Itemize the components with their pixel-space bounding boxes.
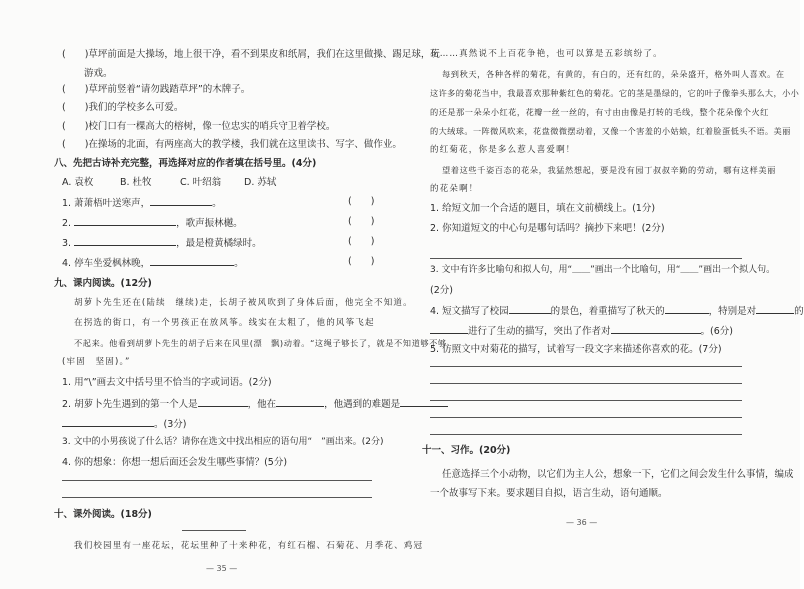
q10-1: 1. 给短文加一个合适的题目，填在文前横线上。(1分) bbox=[430, 203, 656, 214]
poem-4-suffix: 。 bbox=[234, 258, 244, 269]
poem-3-answer[interactable]: ( ) bbox=[348, 236, 375, 247]
q10-5-line-3[interactable] bbox=[430, 400, 742, 401]
cont-line: 花……真然说不上百花争艳，也可以算是五彩缤纷了。 bbox=[430, 49, 663, 59]
passage-line-4: (牢固 坚固)。” bbox=[62, 357, 131, 367]
q9-2-text-a: 2. 胡萝卜先生遇到的第一个人是 bbox=[62, 399, 198, 410]
para2-line-3: 的还是那一朵朵小红花，花瓣一丝一丝的，有寸由由像是打转的毛线，整个花朵像个火红 bbox=[430, 107, 769, 117]
q10-5-line-2[interactable] bbox=[430, 383, 742, 384]
poem-4-answer[interactable]: ( ) bbox=[348, 256, 375, 267]
poem-1-suffix: 。 bbox=[212, 198, 222, 209]
q9-2-blank-2[interactable] bbox=[276, 396, 324, 407]
poem-2-answer[interactable]: ( ) bbox=[348, 216, 375, 227]
poem-2-blank[interactable] bbox=[74, 215, 176, 226]
q9-4: 4. 你的想象：你想一想后面还会发生哪些事情？(5分) bbox=[62, 457, 288, 468]
poem-1-blank[interactable] bbox=[150, 195, 212, 206]
poem-3-blank[interactable] bbox=[74, 235, 176, 246]
q10-4 bbox=[430, 303, 804, 318]
q10-4-blank-2[interactable] bbox=[665, 303, 709, 314]
passage-line-1: 胡萝卜先生还在(陆续 继续)走，长胡子被风吹到了身体后面，他完全不知道。 bbox=[74, 298, 413, 308]
q10-4-text-f: 。(6分) bbox=[700, 326, 733, 337]
judge-item-2: ( )草坪前竖着“请勿践踏草坪”的木牌子。 bbox=[62, 84, 251, 95]
para2-line-2: 这许多的菊花当中，我最喜欢那种紫红色的菊花。它的茎是墨绿的，它的叶子像拳头那么大，小小 bbox=[430, 88, 800, 98]
q9-2-blank-4[interactable] bbox=[62, 416, 154, 427]
author-d: D. 苏轼 bbox=[244, 177, 277, 188]
judge-item-1-cont: 游戏。 bbox=[84, 68, 113, 79]
q10-3: 3. 文中有许多比喻句和拟人句，用“＿＿”画出一个比喻句，用“＿＿”画出一个拟人句。 bbox=[430, 265, 776, 275]
q10-2: 2. 你知道短文的中心句是哪句话吗？摘抄下来吧！(2分) bbox=[430, 223, 665, 234]
poem-4-blank[interactable] bbox=[150, 255, 234, 266]
passage-line-2: 在拐选的街口，有一个男孩正在放风筝。线实在太粗了，他的风筝飞起 bbox=[74, 318, 375, 328]
q9-1: 1. 用“\”画去文中括号里不恰当的字或词语。(2分) bbox=[62, 377, 272, 388]
q10-4-text-b: 的景色，着重描写了秋天的 bbox=[550, 306, 665, 317]
section-10-title: 十、课外阅读。(18分) bbox=[54, 509, 152, 520]
q9-2-cont bbox=[62, 416, 186, 431]
judge-item-5: ( )在操场的北面，有两座高大的教学楼，我们就在这里读书、写字、做作业。 bbox=[62, 139, 402, 150]
essay-line-2: 一个故事写下来。要求题目自拟，语言生动，语句通顺。 bbox=[430, 488, 668, 499]
q9-3: 3. 文中的小男孩说了什么话？请你在选文中找出相应的语句用“ ”画出来。(2分) bbox=[62, 437, 384, 447]
section-9-title: 九、课内阅读。(12分) bbox=[54, 278, 152, 289]
q10-4-blank-5[interactable] bbox=[611, 323, 701, 334]
poem-line-2 bbox=[62, 215, 243, 230]
answer-line-2[interactable] bbox=[62, 497, 372, 498]
q10-4-text-a: 4. 短文描写了校园 bbox=[430, 306, 509, 317]
q10-2-answer-line[interactable] bbox=[430, 258, 742, 259]
q10-5-line-5[interactable] bbox=[430, 434, 742, 435]
judge-item-3: ( )我们的学校多么可爱。 bbox=[62, 102, 184, 113]
q9-2-text-b: ，他在 bbox=[247, 399, 277, 410]
poem-line-1 bbox=[62, 195, 222, 210]
q10-4-blank-4[interactable] bbox=[430, 323, 468, 334]
essay-line-1: 任意选择三个小动物，以它们为主人公，想象一下，它们之间会发生什么事情，编成 bbox=[442, 469, 794, 480]
poem-3-prefix: 3. bbox=[62, 238, 75, 249]
poem-4-prefix: 4. 停车坐爱枫林晚， bbox=[62, 258, 151, 269]
poem-2-suffix: ，歌声振林樾。 bbox=[176, 218, 243, 229]
q9-2-text-c: ，他遇到的难题是 bbox=[324, 399, 401, 410]
judge-item-4: ( )校门口有一棵高大的榕树，像一位忠实的哨兵守卫着学校。 bbox=[62, 121, 336, 132]
para3-line-1: 望着这些千姿百态的花朵，我猛然想起，要是没有园丁叔叔辛勤的劳动，哪有这样美丽 bbox=[442, 165, 776, 175]
page-number-35: — 35 — bbox=[206, 564, 238, 573]
section-11-title: 十一、习作。(20分) bbox=[422, 445, 511, 456]
q10-4-cont bbox=[430, 323, 733, 338]
q9-2 bbox=[62, 396, 448, 411]
q9-2-blank-1[interactable] bbox=[198, 396, 248, 407]
q10-3-cont: (2分) bbox=[430, 285, 453, 296]
poem-line-4 bbox=[62, 255, 244, 270]
author-b: B. 杜牧 bbox=[120, 177, 152, 188]
q10-5-line-1[interactable] bbox=[430, 366, 742, 367]
para2-line-4: 的大绒球。一阵微风吹来，花盘微微摆动着，又像一个害羞的小姑娘，红着脸蛋低头不语。美丽 bbox=[430, 126, 791, 136]
poem-1-prefix: 1. 萧萧梧叶送寒声， bbox=[62, 198, 151, 209]
q10-4-blank-3[interactable] bbox=[756, 303, 794, 314]
q9-2-blank-3[interactable] bbox=[400, 396, 448, 407]
para2-line-5: 的红菊花，你是多么惹人喜爱啊！ bbox=[430, 145, 576, 155]
poem-1-answer[interactable]: ( ) bbox=[348, 196, 375, 207]
poem-2-prefix: 2. bbox=[62, 218, 75, 229]
poem-line-3 bbox=[62, 235, 262, 250]
q10-5-line-4[interactable] bbox=[430, 417, 742, 418]
q9-2-text-d: 。(3分) bbox=[154, 419, 187, 430]
para2-line-1: 每到秋天，各种各样的菊花，有黄的，有白的，还有红的，朵朵盛开，格外叫人喜欢。在 bbox=[442, 69, 785, 79]
q10-4-text-d: 的 bbox=[794, 306, 804, 317]
q10-4-text-c: ，特别是对 bbox=[708, 306, 757, 317]
page-number-36: — 36 — bbox=[566, 518, 598, 527]
extra-para-line-1: 我们校园里有一座花坛，花坛里种了十来种花，有红石榴、石菊花、月季花、鸡冠 bbox=[74, 541, 424, 551]
answer-line-1[interactable] bbox=[62, 480, 372, 481]
para3-line-2: 的花朵啊！ bbox=[430, 184, 479, 194]
author-c: C. 叶绍翁 bbox=[180, 177, 222, 188]
section-8-title: 八、先把古诗补充完整，再选择对应的作者填在括号里。(4分) bbox=[54, 158, 317, 169]
author-a: A. 袁枚 bbox=[62, 177, 94, 188]
poem-3-suffix: ，最是橙黄橘绿时。 bbox=[176, 238, 262, 249]
judge-item-1: ( )草坪前面是大操场，地上很干净，看不到果皮和纸屑，我们在这里做操、踢足球，玩 bbox=[62, 49, 440, 60]
passage-line-3: 不起来。他看到胡萝卜先生的胡子后来在风里(漂 飘)动着。“这绳子够长了，就是不知道够不够 bbox=[74, 338, 447, 348]
title-blank[interactable] bbox=[182, 530, 246, 531]
q10-4-blank-1[interactable] bbox=[509, 303, 551, 314]
q10-4-text-e: 进行了生动的描写，突出了作者对 bbox=[468, 326, 611, 337]
q10-5: 5. 仿照文中对菊花的描写，试着写一段文字来描述你喜欢的花。(7分) bbox=[430, 344, 722, 355]
